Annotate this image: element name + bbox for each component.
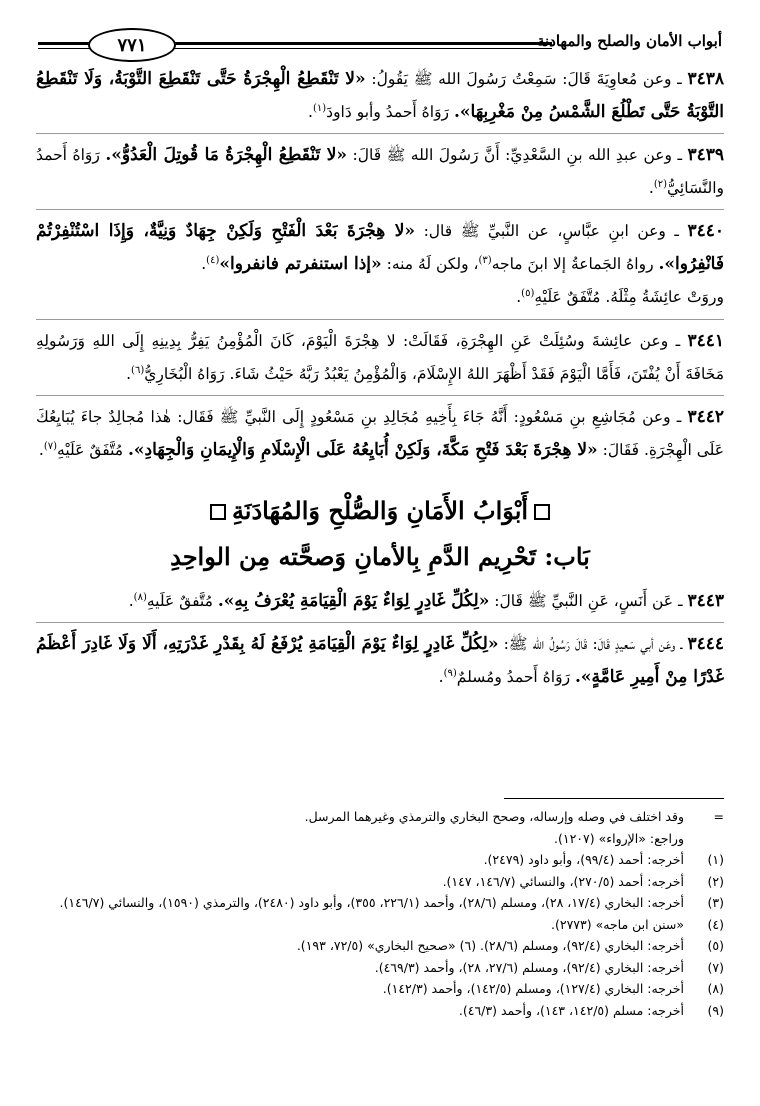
hadith-3444: ٣٤٤٤ ـ وعَن أبي سَعيدٍ قَالَ: قَالَ رَسُولُ الله ﷺ: «لِكُلِّ غَادِرٍ لِوَاءٌ يَوْمَ الْقِيَامَةِ يُرْفَعُ لَهُ بِقَدْرِ غَدْرَتِهِ، أَلَا وَلَا غَادِرَ أَعْظَمُ غَدْرًا مِنْ أَمِيرِ عَامَّةٍ». رَوَاهُ أَحمدُ ومُسلمٌ$^{(٩)}$. xyxy=(36,634,724,688)
footnote: (٣) أخرجه: البخاري (١٧/٤، ٢٨)، ومسلم (٢٨/٦)، وأحمد (٢٢٦/١، ٣٥٥)، وأبو داود (٢٤٨٠)، والترمذي (١٥٩٠)، والنسائي (١٤٦/٧). xyxy=(59,895,724,910)
footnote: (٥) أخرجه: البخاري (٩٢/٤)، ومسلم (٢٨/٦). (٦) «صحيح البخاري» (٧٢/٥، ١٩٣). xyxy=(296,938,724,953)
hadith-3442: ٣٤٤٢ ـ وعن مُجَاشِعِ بنِ مَسْعُودٍ: أَنَّهُ جَاءَ بِأَخِيهِ مُجَالِدِ بنِ مَسْعُودٍ إِلَى النَّبيِّ ﷺ فَقَال: هٰذا مُجالِدٌ جاءَ يُبَايِعُكَ عَلَى الْهِجْرَةِ. فَقَالَ: «لا هِجْرَةَ بَعْدَ فَتْحِ مَكَّةَ، وَلَكِنْ أُبَايِعُهُ عَلَى الْإِسْلَامِ وَالْإِيمَانِ وَالْجِهَادِ». مُتَّفَقٌ عَلَيْهِ$^{(٧)}$. xyxy=(36,406,724,460)
page-header xyxy=(38,22,722,62)
hadith-3441: ٣٤٤١ ـ وعن عائِشةَ وسُئِلَتْ عَنِ الهِجْرَةِ، فَقَالَتْ: لا هِجْرَةَ الْيَوْمَ، كَانَ الْمُؤْمِنُ يَفِرُّ بِدِينِهِ إِلَى اللهِ وَرَسُولِهِ مَخَافَةَ أَنْ يُفْتَنَ، فَأَمَّا الْيَوْمَ فَقَدْ أَظْهَرَ اللهُ الإِسْلَامَ، وَالْمُؤْمِنُ يَعْبُدُ رَبَّهُ حَيْثُ شَاءَ. رَوَاهُ الْبُخَارِيُّ$^{(٦)}$. xyxy=(36,326,724,396)
footnote: وراجع: «الإرواء» (١٢٠٧). xyxy=(554,830,684,846)
footnote: (٤) «سنن ابن ماجه» (٢٧٧٣). xyxy=(551,916,724,932)
hadith-3438: ٣٤٣٨ ـ وعن مُعاوِيَةَ قَالَ: سَمِعْتُ رَسُولَ الله ﷺ يَقُولُ: «لا تَنْقَطِعُ الْهِجْرَةُ حَتَّى تَنْقَطِعَ التَّوْبَةُ، وَلَا تَنْقَطِعُ التَّوْبَةُ حَتَّى تَطْلُعَ الشَّمْسُ مِنْ مَغْرِبِهَا». رَوَاهُ أَحمدُ وأبو دَاودَ$^{(١)}$. xyxy=(36,64,724,134)
running-title: أبواب الأمان والصلح والمهادنة xyxy=(536,32,722,50)
footnotes xyxy=(36,806,724,1021)
page-number: ٧٧١ xyxy=(88,28,176,62)
hadith-3440: ٣٤٤٠ ـ وعن ابنِ عبَّاسٍ، عن النَّبيِّ ﷺ قال: «لا هِجْرَةَ بَعْدَ الْفَتْحِ وَلَكِنْ جِهَادٌ وَنِيَّةٌ، وَإِذَا اسْتُنْفِرْتُمْ فَانْفِرُوا». رواهُ الجَماعةُ إلا ابنَ ماجه$^{(٣)}$، ولكن لَهُ منه: «إذا استنفرتم فانفروا»$^{(٤)}$. وروَتْ عائِشَةُ مِثْلَهُ. مُتَّفَقٌ عَلَيْهِ$^{(٥)}$. xyxy=(36,216,724,319)
footnote: = وقد اختلف في وصله وإرساله، وصحح البخاري والترمذي وغيرهما المرسل. xyxy=(304,809,724,824)
chapter-title: أَبْوَابُ الأَمَانِ وَالصُّلْحِ وَالمُهَادَنَةِ xyxy=(36,493,724,529)
footnote: (٢) أخرجه: أحمد (٢٧٠/٥)، والنسائي (١٤٦/٧، ١٤٧). xyxy=(442,873,724,889)
hadith-3443: ٣٤٤٣ ـ عَن أَنَسٍ، عَنِ النَّبيِّ ﷺ قَالَ: «لِكُلِّ غَادِرٍ لِوَاءٌ يَوْمَ الْقِيَامَةِ يُعْرَفُ بِهِ». مُتَّفقٌ عَلَيهِ$^{(٨)}$. xyxy=(36,583,724,623)
footnote: (٩) أخرجه: مسلم (١٤٢/٥، ١٤٣)، وأحمد (٤٦/٣). xyxy=(458,1002,724,1018)
hadith-3439: ٣٤٣٩ ـ وعن عبدِ الله بنِ السَّعْدِيِّ: أَنَّ رَسُولَ الله ﷺ قَالَ: «لا تَنْقَطِعُ الْهِجْرَةُ مَا قُوتِلَ الْعَدُوُّ». رَوَاهُ أَحمدُ والنَّسَائِيُّ$^{(٢)}$. xyxy=(36,140,724,210)
footnote-rule xyxy=(504,798,724,799)
bab-title: بَاب: تَحْرِيم الدَّمِ بِالأمانِ وَصحَّته مِن الواحِدِ xyxy=(170,541,590,571)
footnote: (١) أخرجه: أحمد (٩٩/٤)، وأبو داود (٢٤٧٩). xyxy=(483,852,724,867)
footnote: (٨) أخرجه: البخاري (١٢٧/٤)، ومسلم (١٤٢/٥)، وأحمد (١٤٢/٣). xyxy=(382,981,724,996)
box-ornament-icon xyxy=(534,504,550,520)
box-ornament-icon xyxy=(210,504,226,520)
footnote: (٧) أخرجه: البخاري (٩٢/٤)، ومسلم (٢٧/٦، ٢٨)، وأحمد (٤٦٩/٣). xyxy=(374,959,724,975)
main-text xyxy=(36,64,724,696)
